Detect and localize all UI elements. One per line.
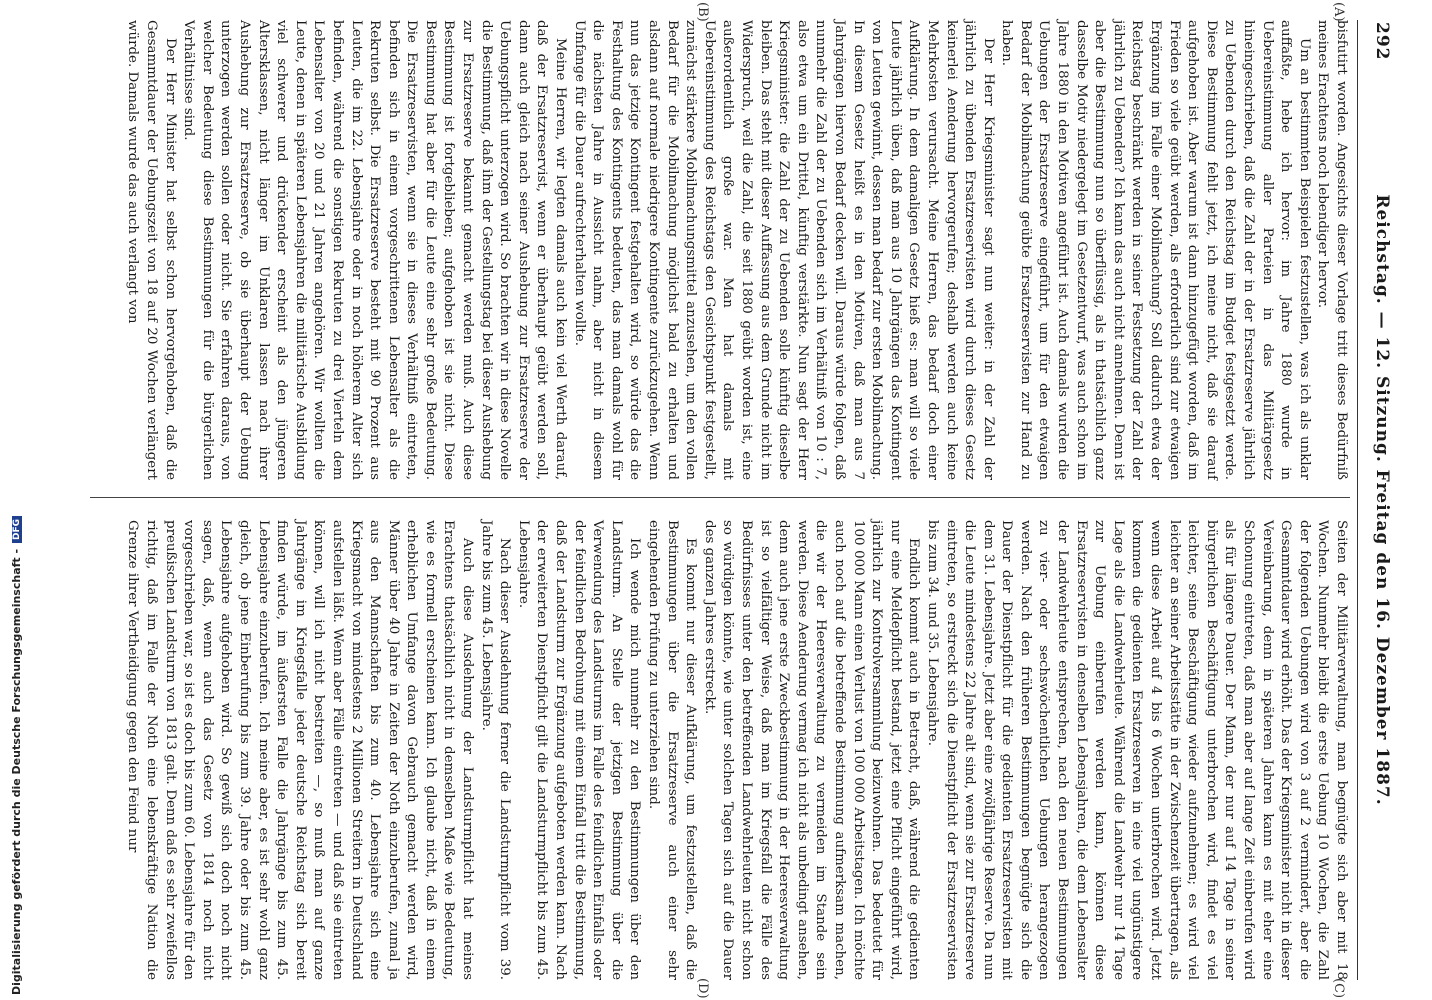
column-divider [90, 497, 1350, 498]
paragraph: Auch diese Ausdehnung der Landsturmpflicht hat meines Erachtens thatsächlich nicht in demselben Maße wie Bedeutung, wie es formell erscheinen kann. Ich glaube nicht, daß in einem erheblichen Umfange davon Gebrauch gemacht werden wird, Männer über 40 Jahre in Zeiten der Noth einzuberufen, zumal ja aus den Mannschaften bis zum 40. Lebensjahre sich eine Kriegsmacht von mindestens 2 Millionen Streitern in Deutschland aufstellen läßt. Wenn aber Fälle eintreten — und daß sie eintreten können, will ich nicht bestreiten —, so muß man auf ganze Jahrgänge im Kriegsfalle jeder deutsche Reichstag sich bereit finden würde, im äußersten Falle die Jahrgänge bis zum 45. Lebensjahre einzuberufen. Ich meine aber, es ist sehr wohl ganz gleich, ob jene Einberufung bis zum 39. Jahre oder bis zum 45. Lebensjahre aufgehoben wird. So gewiß sich doch noch nicht sagen, daß, wenn auch das Gesetz von 1814 noch nicht vorgeschrieben war, so ist es doch bis zum 60. Lebensjahre für den preußischen Landsturm von 1813 galt. Denn daß es sehr zweifellos richtig, daß im Falle der Noth eine lebenskräftige Nation die Grenze ihrer Vertheidigung gegen den Feind nur [125, 520, 476, 980]
paragraph: Der Herr Minister hat selbst schon hervorgehoben, daß die Gesammtdauer der Uebungszeit von 18 auf 20 Wochen verlängert würde. Damals wurde das auch verlangt von [125, 20, 178, 480]
paragraph: Seiten der Militärverwaltung, man begnügte sich aber mit 18 Wochen. Nunmehr bleibt die erste Uebung 10 Wochen, die Zahl der folgenden Uebungen wird von 3 auf 2 vermindert, aber die Gesammtdauer wird erhöht. Das der Kriegsminister nicht in dieser Vereinbarung, denn in späteren Jahren kann es mit eher eine Schonung eintreten, daß man aber auf lange Zeit einberufen wird als für längere Dauer. Der Mann, der nur auf 14 Tage in seiner bürgerlichen Beschäftigung unterbrochen wird, findet es viel leichter, seine Beschäftigung wieder aufzunehmen; es wird viel leichter an seiner Arbeitsstätte in der Zwischenzeit übertragen, als wenn diese Arbeit auf 4 bis 6 Wochen unterbrochen wird. Jetzt kommen die gedienten Ersatzreserven in eine viel ungünstigere Lage als die Landwehrleute. Während die Landwehr nur 14 Tage zur Uebung einberufen werden kann, können diese Ersatzreservisten in denselben Lebensjahren, die dem Lebensalter der Landwehrleute entsprechen, nach den neuen Bestimmungen zu vier- oder sechswöchentlichen Uebungen herangezogen werden. Nach den früheren Bestimmungen begnügte sich die Dauer der Dienstpflicht für die gedienten Ersatzreservisten mit dem 31. Lebensjahre. Jetzt aber eine zwölfjährige Reserve. Da nun die Leute mindestens 22 Jahre alt sind, wenn sie zur Ersatzreserve eintreten, so erstreckt sich die Dienstpflicht der Ersatzreservisten bis zum 34. und 35. Lebensjahre. [924, 520, 1349, 980]
footer-credit: Digitalisierung gefördert durch die Deutsche Forschungsgemeinschaft - [10, 548, 23, 995]
header-rule [1357, 20, 1358, 980]
page-number: 292 [1372, 22, 1392, 61]
page-title: Reichstag. — 12. Sitzung. Freitag den 16. Dezember 1887. [1372, 194, 1392, 806]
footer-text-wrapper [10, 516, 23, 995]
page-header [1362, 0, 1392, 1000]
paragraph: Nach dieser Ausdehnung ferner die Landsturmpflicht vom 39. Jahre bis zum 45. Lebensjahre. [478, 520, 513, 980]
margin-mark-b: (B) [695, 2, 710, 22]
dfg-logo-icon: DFG [12, 516, 22, 543]
paragraph: Es kommt nur dieser Aufklärung, um festzustellen, daß die Bestimmungen über die Ersatzreserve auch einer sehr eingehenden Prüfung zu unterziehen sind. [646, 520, 699, 980]
rotated-page-scan [80, 0, 1410, 1000]
margin-mark-c: (C) [1331, 978, 1346, 999]
left-column [123, 20, 1350, 480]
right-column [123, 520, 1350, 980]
margin-mark-d: (D) [695, 978, 710, 999]
paragraph: Meine Herren, wir legten damals auch kein viel Werth darauf, daß der Ersatzreservist, wenn er überhaupt geübt werden soll, dann auch gleich nach seiner Aushebung zur Ersatzreserve der Uebungspflicht unterzogen wird. So brachten wir in diese Novelle die Bestimmung, daß ihm der Gestellungstag bei dieser Aushebung zur Ersatzreserve bekannt gemacht werden muß. Auch diese Bestimmung ist fortgeblieben; aufgehoben ist sie nicht. Diese Bestimmung hat aber für die Leute eine sehr große Bedeutung. Die Ersatzreservisten, wenn sie in dieses Verhältniß eintreten, befinden sich in einem vorgeschrittenen Lebensalter als die Rekruten selbst. Die Ersatzreserve besteht mit 90 Prozent aus Leuten, die im 22. Lebensjahre oder in noch höherem Alter sich befinden, während die sonstigen Rekruten zu drei Vierteln dem Lebensalter von 20 und 21 Jahren angehören. Wir wollten die Leute, denen in späteren Lebensjahren die militärische Ausbildung viel schwerer und drückender erscheint als den jüngeren Altersklassen, nicht länger im Unklaren lassen nach ihrer Aushebung zur Ersatzreserve, ob sie überhaupt der Uebung unterzogen werden sollen oder nicht. Sie erfahren daraus, von welcher Bedeutung diese Bestimmungen für die bürgerlichen Verhältnisse sind. [181, 20, 569, 480]
paragraph: Ich wende mich nunmehr zu den Bestimmungen über den Landsturm. An Stelle der jetzigen Bestimmung über die Verwendung des Landsturms im Falle des feindlichen Einfalls oder der feindlichen Bedrohung mit einem Einfall tritt die Bestimmung, daß der Landsturm zur Ergänzung aufgeboten werden kann. Nach der erweiterten Dienstpflicht gilt die Landsturmpflicht bis zum 45. Lebensjahre. [515, 520, 643, 980]
paragraph: Um an bestimmten Beispielen festzustellen, was ich als unklar auffaßte, hebe ich hervor: im Jahre 1880 wurde in Uebereinstimmung aller Parteien in das Militärgesetz hineingeschrieben, daß die Zahl der in der Ersatzreserve jährlich zu Uebenden durch den Reichstag im Budget festgesetzt werde. Diese Bestimmung fehlt jetzt, ich meine nicht, daß sie darauf aufgehoben ist. Aber warum ist dann hinzugefügt worden, daß im Frieden so viele geübt werden, als erforderlich sind zur etwaigen Ergänzung im Falle einer Mobilmachung? Soll dadurch etwa der Reichstag beschränkt werden in seiner Festsetzung der Zahl der jährlich zu Uebenden? Ich kann das auch nicht annehmen. Denn ist aber die Bestimmung nun so überflüssig, als in thatsächlich ganz dasselbe Motiv niedergelegt im Gesetzentwurf, was auch schon im Jahre 1880 in den Motiven angeführt ist. Auch damals wurden die Uebungen der Ersatzreserve eingeführt, um für den etwaigen Bedarf der Mobilmachung geübte Ersatzreservisten zur Hand zu haben. [999, 20, 1312, 480]
digitization-footer [0, 0, 40, 1000]
paragraph: Der Herr Kriegsminister sagt nun weiter: in der Zahl der jährlich zu übenden Ersatzreservisten wird durch dieses Gesetz keinerlei Aenderung hervorgerufen; deshalb werden auch keine Mehrkosten verursacht. Meine Herren, das bedarf doch einer Aufklärung. In dem damaligen Gesetz hieß es: man will so viele Leute jährlich üben, daß man aus 10 Jahrgängen das Kontingent von Leuten gewinnt, dessen man bedarf zur ersten Mobilmachung. In diesem Gesetz heißt es in den Motiven, daß man aus 7 Jahrgängen hiervon Bedarf decken will. Daraus würde folgen, daß nunmehr die Zahl der zu Uebenden sich im Verhältniß von 10 : 7, also etwa um ein Drittel, künftig verstärkte. Nun sagt der Herr Kriegsminister: die Zahl der zu Uebenden solle künftig dieselbe bleiben. Das steht mit dieser Auffassung aus dem Grunde nicht im Widerspruch, weil die Zahl, die seit 1880 geübt worden ist, eine außerordentlich große war. Man hat damals mit Uebereinstimmung des Reichstags den Gesichtspunkt festgestellt, zunächst stärkere Mobilmachungsmittel anzusehen, um den vollen Bedarf für die Mobilmachung möglichst bald zu erhalten und alsdann auf normale niedrigere Kontingente zurückzugehen. Wenn nun das jetzige Kontingent festgehalten wird, so würde das die Festhaltung des Kontingents bedeuten, das man damals wohl für die nächsten Jahre in Aussicht nahm, aber nicht in diesem Umfange für die Dauer aufrechterhalten wollte. [571, 20, 996, 480]
paragraph: bisfutirt worden. Angesichts dieser Vorlage tritt dieses Bedürfniß meines Erachtens noch lebendiger hervor. [1315, 20, 1349, 480]
paragraph: Endlich kommt auch in Betracht, daß, während die gedienten nur eine Meldepflicht bestand, jetzt eine Pflicht eingeführt wird, jährlich zur Kontrolversammlung beizuwohnen. Das bedeutet für 100 000 Mann einen Verlust von 100 000 Arbeitstagen. Ich möchte auch noch auf die betreffende Bestimmung aufmerksam machen, die wir der Heeresverwaltung zu vermeiden im Stande sein werden. Diese Aenderung vermag ich nicht als unbedingt ansehen, denn auch jene erste Zweckbestimmung in der Heeresverwaltung ist so vielfältiger Weise, daß man im Kriegsfall die Fälle des Bedürfnisses unter den betreffenden Landwehrleuten nicht schon so würdigen könnte, wie unter solchen Tagen sich auf die Dauer des ganzen Jahres erstreckt. [701, 520, 922, 980]
margin-mark-a: (A) [1331, 2, 1346, 22]
